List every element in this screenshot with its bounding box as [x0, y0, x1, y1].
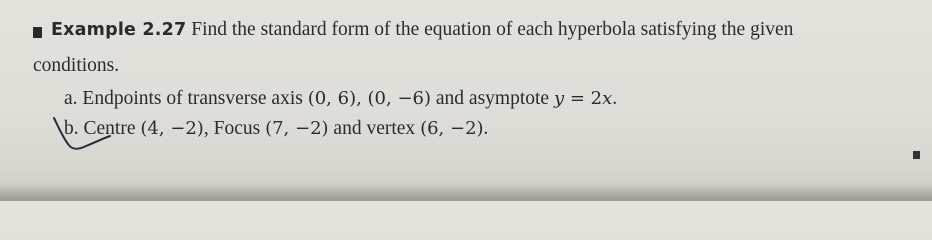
item-b-marker: b.: [64, 118, 79, 139]
list-item-a: [64, 88, 617, 110]
heading-bullet-icon: [33, 27, 42, 38]
item-a-equation: [554, 88, 612, 109]
item-b-text3: and vertex: [333, 118, 416, 139]
item-a-text2: and asymptote: [435, 88, 550, 109]
item-a-points: (0, 6), (0, −6): [307, 88, 432, 109]
item-b-centre: (4, −2): [140, 118, 204, 139]
example-heading: [51, 19, 793, 41]
eq-var-y: y: [553, 88, 565, 109]
item-a-marker: a.: [64, 88, 78, 109]
item-a-end: .: [612, 88, 618, 109]
example-label: Example 2.27: [51, 20, 187, 40]
example-continuation: conditions.: [33, 55, 120, 76]
margin-dot-icon: [913, 151, 920, 159]
item-b-text2: , Focus: [203, 118, 261, 139]
item-a-text: Endpoints of transverse axis: [82, 88, 303, 109]
eq-var-x: x: [602, 88, 613, 109]
item-b-end: .: [483, 118, 489, 139]
pen-checkmark-icon: [52, 114, 112, 156]
item-b-focus: (7, −2): [265, 118, 329, 139]
page-bottom-shadow: [0, 184, 932, 201]
item-b-vertex: (6, −2): [420, 118, 484, 139]
item-b-text: Centre: [83, 118, 136, 139]
example-text: Find the standard form of the equation of each hyperbola satisfying the given: [191, 19, 794, 40]
list-item-b: [64, 118, 488, 140]
eq-mid: = 2: [564, 88, 603, 109]
